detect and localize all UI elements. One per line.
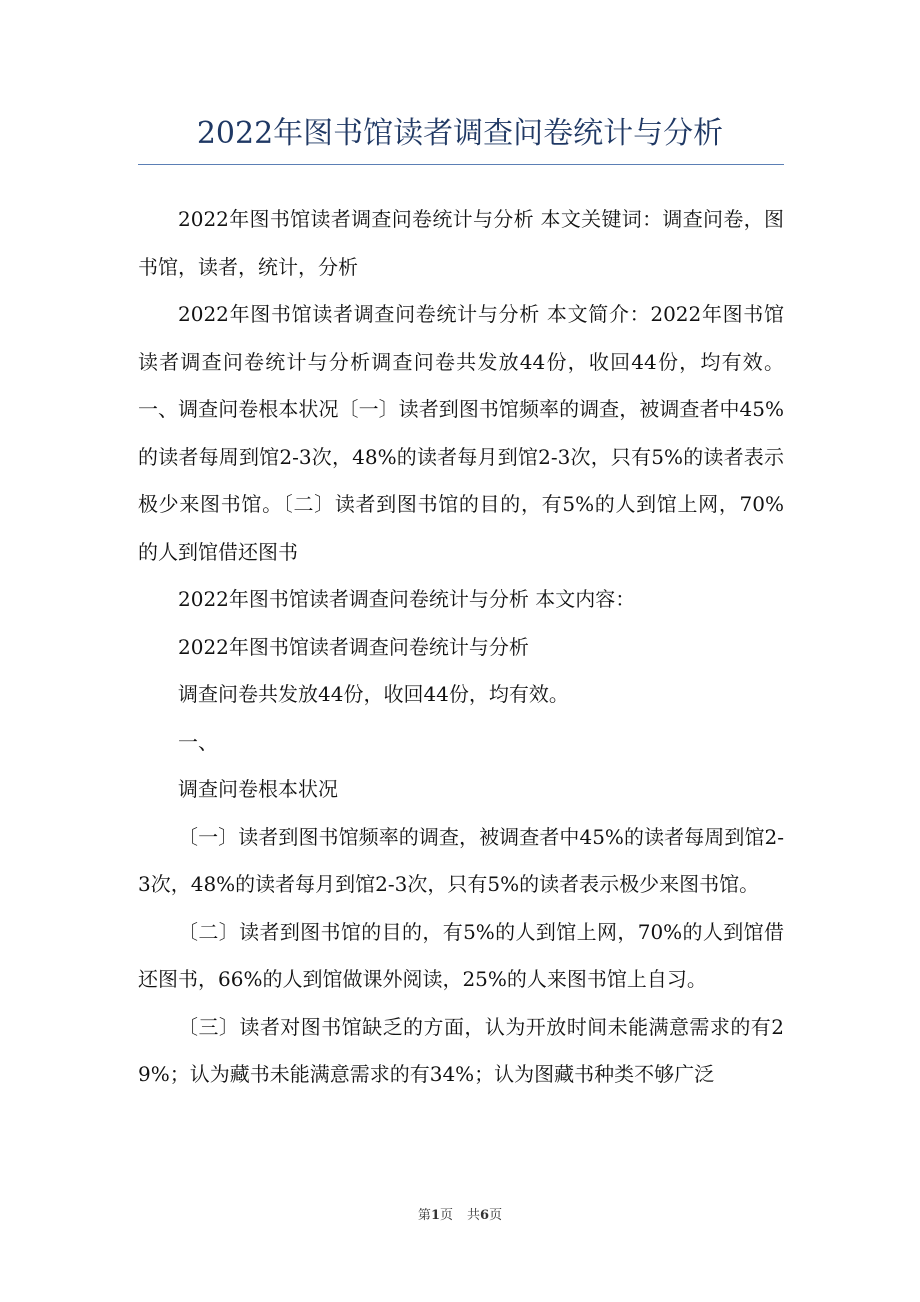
total-suffix: 页 — [489, 1208, 503, 1223]
keywords-paragraph: 2022年图书馆读者调查问卷统计与分析 本文关键词：调查问卷，图书馆，读者，统计，分析 — [138, 207, 784, 279]
total-prefix: 共 — [467, 1208, 481, 1223]
frequency-paragraph: 〔一〕读者到图书馆频率的调查，被调查者中45%的读者每周到馆2-3次，48%的读者每月到馆2-3次，只有5%的读者表示极少来图书馆。 — [138, 824, 784, 896]
page-prefix: 第 — [417, 1208, 431, 1223]
total-page-count: 6 — [480, 1208, 490, 1223]
content-title: 2022年图书馆读者调查问卷统计与分析 — [178, 634, 529, 659]
page-footer — [0, 1206, 920, 1226]
title-underline — [138, 164, 784, 165]
survey-count-paragraph: 调查问卷共发放44份，收回44份，均有效。 — [178, 682, 569, 706]
current-page-number: 1 — [430, 1208, 440, 1223]
document-body — [138, 196, 784, 1099]
content-heading: 2022年图书馆读者调查问卷统计与分析 本文内容： — [178, 587, 636, 611]
page-suffix: 页 — [439, 1208, 453, 1223]
section-number: 一、 — [178, 729, 218, 754]
document-title: 2022年图书馆读者调查问卷统计与分析 — [196, 116, 724, 151]
purpose-paragraph: 〔二〕读者到图书馆的目的，有5%的人到馆上网，70%的人到馆借还图书，66%的人到馆做课外阅读，25%的人来图书馆上自习。 — [138, 919, 784, 991]
summary-paragraph: 2022年图书馆读者调查问卷统计与分析 本文简介：2022年图书馆读者调查问卷统计与分析调查问卷共发放44份，收回44份，均有效。一、调查问卷根本状况〔一〕读者到图书馆频率的调查，被调查者中45%的读者每周到馆2-3次，48%的读者每月到馆2-3次，只有5%的读者表示极少来图书馆。〔二〕读者到图书馆的目的，有5%的人到馆上网，70%的人到馆借还图书 — [138, 302, 784, 564]
section-heading: 调查问卷根本状况 — [178, 777, 338, 801]
shortcomings-paragraph: 〔三〕读者对图书馆缺乏的方面，认为开放时间未能满意需求的有29%；认为藏书未能满意需求的有34%；认为图藏书种类不够广泛 — [138, 1014, 784, 1086]
